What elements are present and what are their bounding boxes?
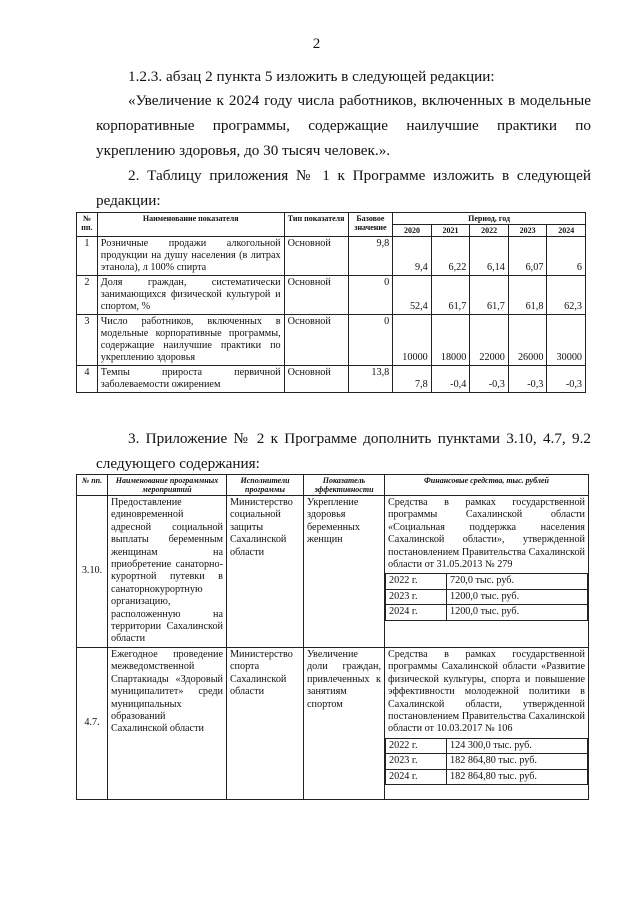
year-value: 9,4 [393, 237, 432, 276]
table-row [77, 366, 586, 393]
row-num: 4 [77, 366, 98, 393]
year-value: 61,7 [431, 276, 470, 315]
year-value: 6,14 [470, 237, 509, 276]
header-num: № пп. [77, 213, 98, 237]
amount-row [386, 574, 588, 589]
header-indicator: Показатель эффективности [304, 475, 385, 496]
year-value: -0,4 [431, 366, 470, 393]
amount-year: 2023 г. [386, 754, 447, 769]
finance-cell [385, 647, 589, 799]
finance-spacer [385, 621, 588, 635]
year-value: 7,8 [393, 366, 432, 393]
measure-name: Ежегодное проведение межведомственной Спартакиады «Здоровый муниципалитет» среди муниципальных образований Сахалинской области [108, 647, 227, 799]
finance-cell [385, 496, 589, 648]
base-value: 0 [348, 315, 393, 366]
header-year: 2020 [393, 225, 432, 237]
finance-description: Средства в рамках государственной программы Сахалинской области «Социальная поддержка населения Сахалинской области», утвержденной постановлением Правительства Сахалинской области от 31.05.2013 № 279 [388, 497, 585, 571]
table-row [77, 276, 586, 315]
year-value: 62,3 [547, 276, 586, 315]
header-year: 2024 [547, 225, 586, 237]
table-row [77, 647, 589, 799]
year-value: 10000 [393, 315, 432, 366]
header-num: № пп. [77, 475, 108, 496]
indicator-type: Основной [284, 366, 348, 393]
paragraph-1-2-3: 1.2.3. абзац 2 пункта 5 изложить в следующей редакции: [128, 68, 495, 85]
year-value: -0,3 [470, 366, 509, 393]
amount-year: 2023 г. [386, 589, 447, 604]
amount-year: 2022 г. [386, 738, 447, 753]
year-value: 61,7 [470, 276, 509, 315]
finance-amounts [385, 573, 588, 620]
amount-year: 2024 г. [386, 605, 447, 620]
year-value: 30000 [547, 315, 586, 366]
header-period: Период, год [393, 213, 586, 225]
page-number: 2 [312, 36, 321, 52]
amount-value: 1200,0 тыс. руб. [447, 589, 588, 604]
indicator-name: Темпы прироста первичной заболеваемости ожирением [97, 366, 284, 393]
table-row [77, 496, 589, 648]
executor: Министерство спорта Сахалинской области [227, 647, 304, 799]
row-num: 1 [77, 237, 98, 276]
table-header-row [77, 213, 586, 225]
row-num: 3 [77, 315, 98, 366]
row-num: 4.7. [77, 647, 108, 799]
year-value: 6,22 [431, 237, 470, 276]
paragraph-appendix-2: 3. Приложение № 2 к Программе дополнить пунктами 3.10, 4.7, 9.2 следующего содержания: [96, 430, 591, 472]
header-year: 2021 [431, 225, 470, 237]
amount-value: 182 864,80 тыс. руб. [447, 769, 588, 784]
amount-row [386, 605, 588, 620]
indicators-table [76, 212, 586, 393]
table-row [77, 315, 586, 366]
year-value: 6 [547, 237, 586, 276]
year-value: 26000 [508, 315, 547, 366]
amount-value: 124 300,0 тыс. руб. [447, 738, 588, 753]
amount-value: 182 864,80 тыс. руб. [447, 754, 588, 769]
indicator-type: Основной [284, 315, 348, 366]
year-value: -0,3 [508, 366, 547, 393]
header-base: Базовое значение [348, 213, 393, 237]
paragraph-quote: «Увеличение к 2024 году числа работников, включенных в модельные корпоративные программы, содержащие наилучшие практики по укреплению здоровья, до 30 тысяч человек.». [96, 92, 591, 159]
amount-row [386, 738, 588, 753]
header-executors: Исполнители программы [227, 475, 304, 496]
amount-year: 2024 г. [386, 769, 447, 784]
row-num: 2 [77, 276, 98, 315]
amount-year: 2022 г. [386, 574, 447, 589]
amount-value: 1200,0 тыс. руб. [447, 605, 588, 620]
amount-row [386, 589, 588, 604]
indicator-name: Розничные продажи алкогольной продукции на душу населения (в литрах этанола), л 100% спирта [97, 237, 284, 276]
finance-description: Средства в рамках государственной программы Сахалинской области «Развитие физической культуры, спорта и повышение эффективности молодежной политики в Сахалинской области, утвержденной постановлением Правительства Сахалинской области от 10.03.2017 № 106 [388, 648, 585, 735]
efficiency-indicator: Увеличение доли граждан, привлеченных к занятиям спортом [304, 647, 385, 799]
amount-value: 720,0 тыс. руб. [447, 574, 588, 589]
header-year: 2022 [470, 225, 509, 237]
base-value: 9,8 [348, 237, 393, 276]
indicator-type: Основной [284, 276, 348, 315]
finance-amounts [385, 738, 588, 785]
indicator-type: Основной [284, 237, 348, 276]
indicator-name: Число работников, включенных в модельные корпоративные программы, содержащие наилучшие практики по укреплению здоровья [97, 315, 284, 366]
year-value: 18000 [431, 315, 470, 366]
header-finance: Финансовые средства, тыс. рублей [385, 475, 589, 496]
base-value: 13,8 [348, 366, 393, 393]
header-type: Тип показателя [284, 213, 348, 237]
finance-spacer [385, 785, 588, 799]
header-name: Наименование программных мероприятий [108, 475, 227, 496]
indicator-name: Доля граждан, систематически занимающихся физической культурой и спортом, % [97, 276, 284, 315]
measures-table [76, 474, 589, 800]
amount-row [386, 769, 588, 784]
header-year: 2023 [508, 225, 547, 237]
executor: Министерство социальной защиты Сахалинской области [227, 496, 304, 648]
year-value: 61,8 [508, 276, 547, 315]
header-name: Наименование показателя [97, 213, 284, 237]
row-num: 3.10. [77, 496, 108, 648]
efficiency-indicator: Укрепление здоровья беременных женщин [304, 496, 385, 648]
table-row [77, 237, 586, 276]
amount-row [386, 754, 588, 769]
paragraph-table-intro: 2. Таблицу приложения № 1 к Программе изложить в следующей редакции: [96, 167, 591, 209]
year-value: 22000 [470, 315, 509, 366]
measure-name: Предоставление единовременной адресной социальной выплаты беременным женщинам на приобретение санаторно-курортной путевки в санаторнокурортную организацию, расположенную на территории Сахалинской области [108, 496, 227, 648]
table-header-row [77, 475, 589, 496]
base-value: 0 [348, 276, 393, 315]
year-value: 52,4 [393, 276, 432, 315]
year-value: 6,07 [508, 237, 547, 276]
year-value: -0,3 [547, 366, 586, 393]
